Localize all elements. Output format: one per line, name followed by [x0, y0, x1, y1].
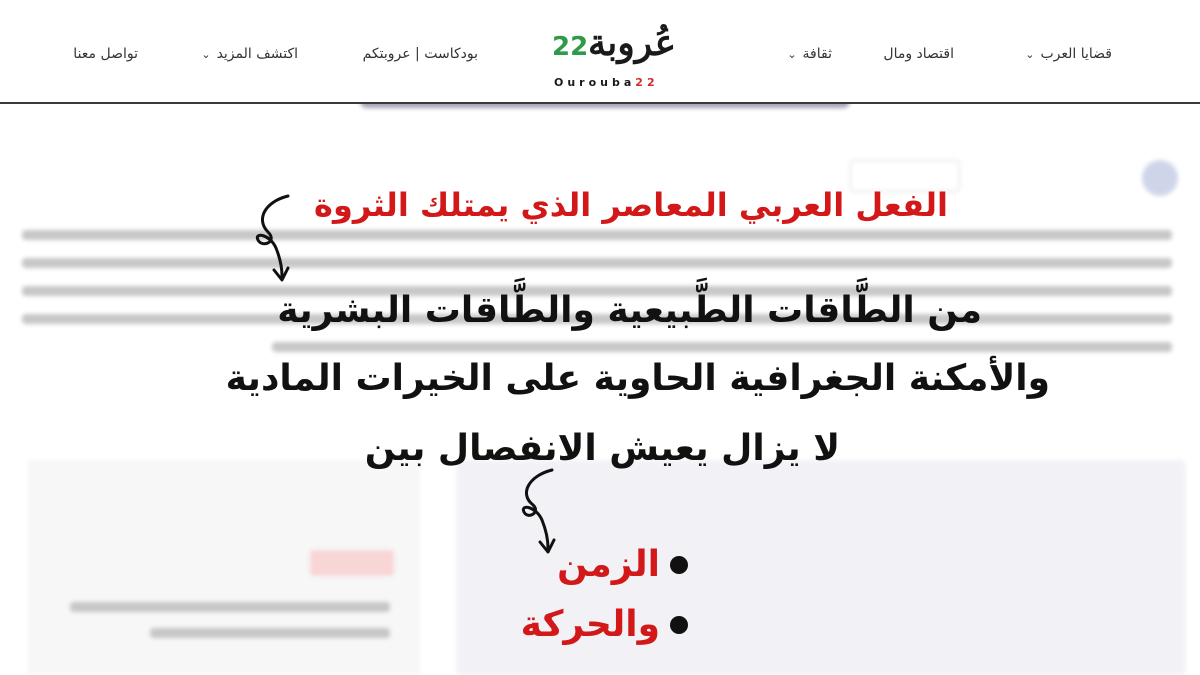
quote-overlay: [0, 104, 1200, 675]
nav-item-label: تواصل معنا: [73, 46, 138, 62]
quote-line-3: والأمكنة الجغرافية الحاوية على الخيرات المادية: [225, 358, 1050, 399]
chevron-down-icon: ⌄: [201, 48, 211, 61]
quote-line-1: الفعل العربي المعاصر الذي يمتلك الثروة: [314, 186, 948, 224]
bullet-dot-icon: [670, 616, 688, 634]
nav-item-label: اكتشف المزيد: [216, 46, 298, 62]
nav-item-label: بودكاست | عروبتكم: [362, 46, 478, 62]
nav-item-label: اقتصاد ومال: [883, 46, 954, 62]
bullet-item-movement: [521, 604, 688, 645]
top-navbar: [0, 0, 1200, 104]
curly-arrow-icon: [514, 466, 564, 558]
nav-item-podcast[interactable]: [363, 46, 478, 62]
nav-item-contact[interactable]: [73, 46, 138, 62]
bullet-item-time: [557, 544, 688, 585]
bullet-word: الزمن: [557, 544, 660, 585]
site-logo[interactable]: [548, 20, 698, 92]
quote-line-4: لا يزال يعيش الانفصال بين: [364, 428, 840, 469]
chevron-down-icon: ⌄: [787, 48, 797, 61]
nav-item-arab-issues[interactable]: [1025, 46, 1112, 62]
nav-item-label: قضايا العرب: [1040, 46, 1112, 62]
nav-item-culture[interactable]: [787, 46, 832, 62]
logo-arabic-text: عُروبة: [588, 22, 677, 64]
curly-arrow-icon: [248, 190, 298, 286]
quote-line-2: من الطَّاقات الطَّبيعية والطَّاقات البشرية: [277, 290, 982, 331]
logo-latin-text: Ourouba22: [554, 76, 659, 89]
bullet-word: والحركة: [520, 604, 660, 645]
nav-item-economy[interactable]: [883, 46, 954, 62]
chevron-down-icon: ⌄: [1025, 48, 1035, 61]
logo-number: 22: [552, 32, 589, 62]
bullet-dot-icon: [670, 556, 688, 574]
nav-item-discover-more[interactable]: [201, 46, 298, 62]
nav-item-label: ثقافة: [802, 46, 832, 62]
